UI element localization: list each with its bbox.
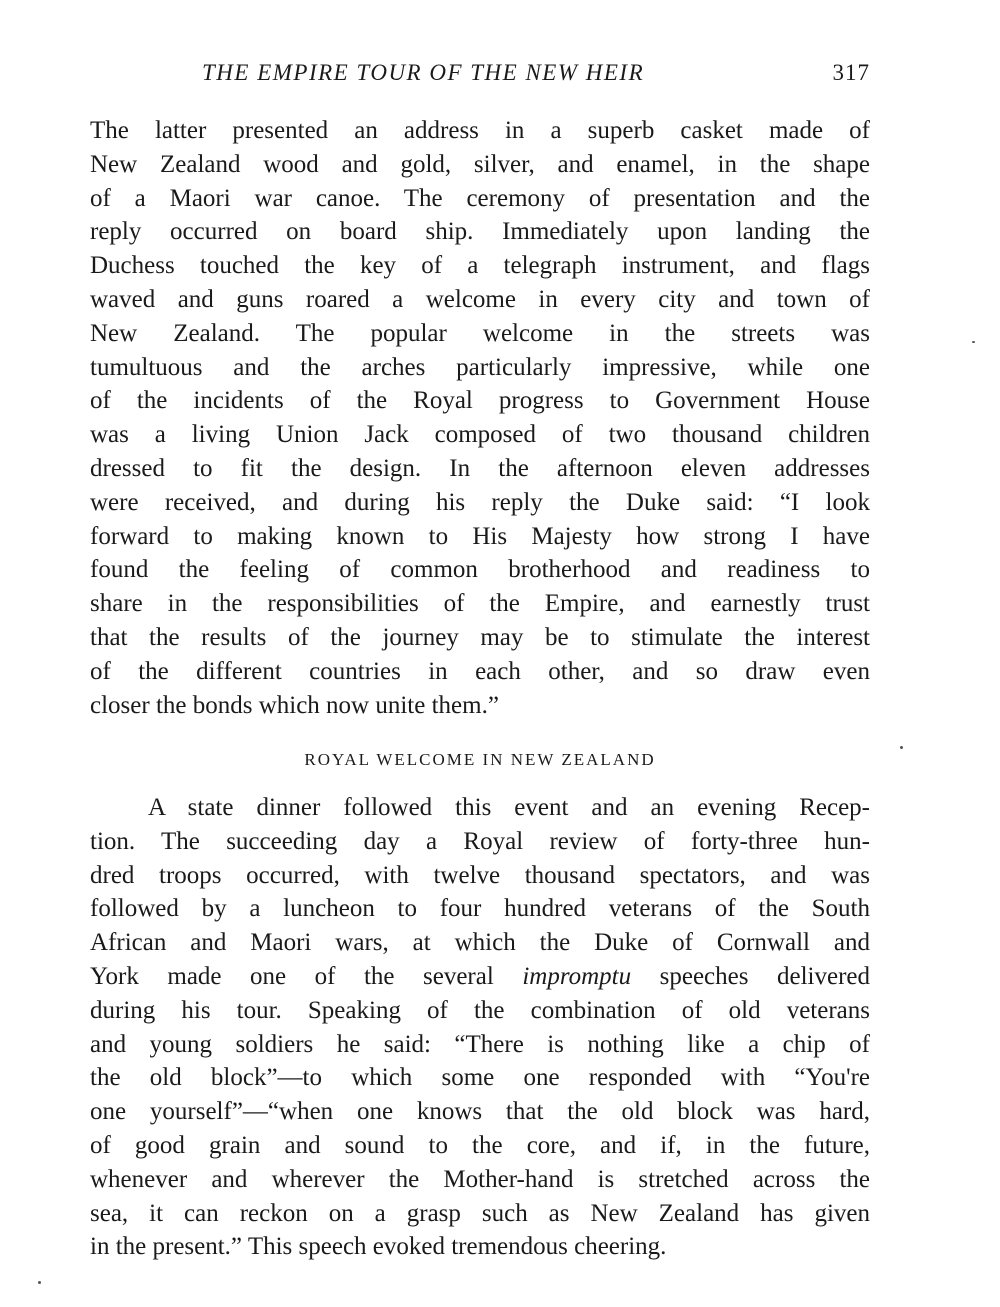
text-line: that the results of the journey may be to stimulate the interest	[90, 623, 870, 651]
paragraph-2	[90, 791, 870, 1264]
text-line: whenever and wherever the Mother-hand is stretched across the	[90, 1165, 870, 1193]
text-line: of the incidents of the Royal progress to Government House	[90, 387, 870, 415]
text-line: sea, it can reckon on a grasp such as New Zealand has given	[90, 1199, 870, 1227]
text-line: share in the responsibilities of the Empire, and earnestly trust	[90, 590, 870, 618]
text-line: tumultuous and the arches particularly impressive, while one	[90, 353, 870, 381]
text-line: one yourself”—“when one knows that the old block was hard,	[90, 1098, 870, 1126]
text-line: in the present.” This speech evoked tremendous cheering.	[90, 1233, 667, 1261]
text-line: waved and guns roared a welcome in every city and town of	[90, 285, 870, 313]
text-line: New Zealand wood and gold, silver, and enamel, in the shape	[90, 150, 870, 178]
text-line: found the feeling of common brotherhood and readiness to	[90, 556, 870, 584]
text-line: A state dinner followed this event and an evening Recep-	[148, 794, 870, 821]
text-line: was a living Union Jack composed of two thousand children	[90, 421, 870, 449]
paragraph-1	[90, 114, 870, 722]
text-line: tion. The succeeding day a Royal review of forty-three hun-	[90, 827, 870, 855]
text-line: dred troops occurred, with twelve thousand spectators, and was	[90, 861, 870, 889]
italic-word: impromptu	[522, 962, 632, 990]
section-heading: ROYAL WELCOME IN NEW ZEALAND	[304, 750, 656, 769]
text-line	[90, 960, 870, 994]
running-title: THE EMPIRE TOUR OF THE NEW HEIR	[202, 60, 645, 85]
text-line: of good grain and sound to the core, and if, in the future,	[90, 1131, 870, 1159]
text-segment: York made one of the several	[90, 962, 523, 990]
scan-speck	[900, 746, 903, 749]
text-line: closer the bonds which now unite them.”	[90, 691, 499, 719]
text-line: Duchess touched the key of a telegraph instrument, and flags	[90, 252, 870, 280]
text-line: African and Maori wars, at which the Duke of Cornwall and	[90, 929, 870, 957]
text-line: dressed to fit the design. In the afternoon eleven addresses	[90, 454, 870, 482]
running-head	[90, 60, 870, 94]
text-line: reply occurred on board ship. Immediately upon landing the	[90, 218, 870, 246]
text-line: the old block”—to which some one responded with “You're	[90, 1064, 870, 1092]
page-number: 317	[832, 60, 870, 85]
text-line: during his tour. Speaking of the combination of old veterans	[90, 996, 870, 1024]
text-segment: speeches delivered	[631, 962, 870, 990]
text-line: followed by a luncheon to four hundred veterans of the South	[90, 895, 870, 923]
text-line: of the different countries in each other, and so draw even	[90, 657, 870, 685]
text-line: of a Maori war canoe. The ceremony of presentation and the	[90, 184, 870, 212]
text-line: and young soldiers he said: “There is nothing like a chip of	[90, 1030, 870, 1058]
text-line: forward to making known to His Majesty how strong I have	[90, 522, 870, 550]
text-line: The latter presented an address in a superb casket made of	[90, 117, 870, 144]
scan-speck	[38, 1281, 41, 1284]
text-line: New Zealand. The popular welcome in the streets was	[90, 319, 870, 347]
text-line: were received, and during his reply the Duke said: “I look	[90, 488, 870, 516]
scan-speck	[972, 341, 975, 343]
